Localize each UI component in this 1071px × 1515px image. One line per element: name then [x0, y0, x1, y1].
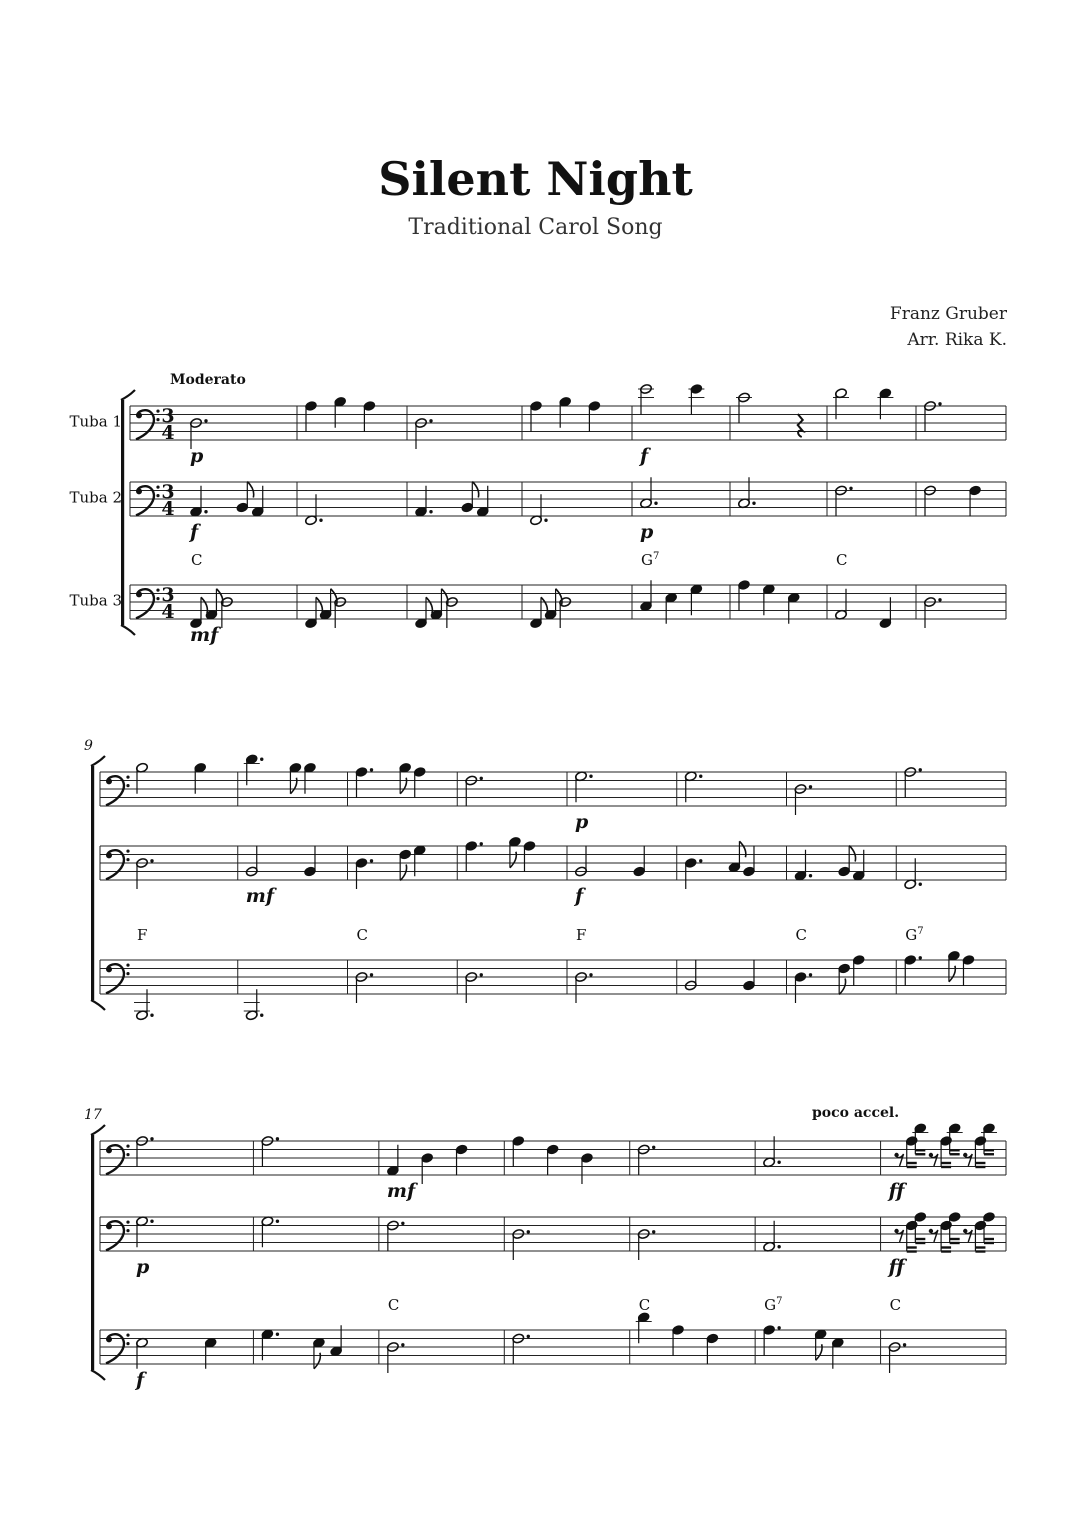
augmentation-dot	[652, 1146, 655, 1149]
dynamic-marking: mf	[190, 624, 219, 646]
augmentation-dot	[527, 1335, 530, 1338]
dynamic-marking: ff	[888, 1180, 905, 1202]
augmentation-dot	[370, 768, 373, 771]
bass-clef-dot	[126, 858, 129, 861]
augmentation-dot	[401, 1343, 404, 1346]
augmentation-dot	[480, 777, 483, 780]
eighth-rest	[894, 1229, 898, 1233]
chord-symbol: $G^7$	[905, 926, 924, 944]
bracket-bottom	[91, 1370, 105, 1380]
augmentation-dot	[370, 973, 373, 976]
eighth-rest	[894, 1153, 898, 1157]
bracket-top	[91, 756, 105, 766]
augmentation-dot	[276, 1333, 279, 1336]
augmentation-dot	[919, 956, 922, 959]
system-3	[84, 1105, 1006, 1391]
bracket-top	[121, 390, 135, 400]
augmentation-dot	[752, 502, 755, 505]
augmentation-dot	[204, 510, 207, 513]
chord-symbol: F	[137, 926, 148, 944]
tempo-marking: Moderato	[170, 372, 246, 388]
system-bracket	[91, 1135, 94, 1370]
eighth-rest	[963, 1229, 967, 1233]
dynamic-marking: f	[640, 445, 649, 467]
instrument-label: Tuba 3	[69, 591, 122, 610]
bracket-top	[91, 1125, 105, 1135]
bracket-bottom	[91, 1000, 105, 1010]
bass-clef-dot	[126, 1145, 129, 1148]
chord-symbol: C	[387, 1296, 400, 1314]
measure-number: 9	[84, 738, 93, 754]
time-signature-bottom: 4	[161, 422, 175, 445]
dynamic-marking: mf	[386, 1180, 416, 1202]
system-1	[69, 372, 1006, 646]
bass-clef-dot	[126, 850, 129, 853]
chord-symbol: C	[889, 1296, 902, 1314]
time-signature-bottom: 4	[161, 498, 175, 521]
augmentation-dot	[150, 1137, 153, 1140]
chord-superscript: 7	[652, 551, 660, 562]
chord-symbol: C	[191, 551, 203, 569]
bass-clef-dot	[126, 972, 129, 975]
chord-symbol: C	[356, 926, 368, 944]
staff-2	[100, 1211, 1006, 1278]
instrument-label: Tuba 1	[69, 412, 122, 431]
composer: Franz Gruber	[889, 304, 1007, 324]
eighth-rest	[929, 1229, 933, 1233]
bass-clef-dot	[156, 410, 159, 413]
augmentation-dot	[777, 1245, 780, 1248]
bass-clef-dot	[106, 1147, 112, 1153]
bass-clef-dot	[136, 591, 142, 597]
chord-superscript: 7	[917, 926, 924, 937]
bass-clef-dot	[126, 784, 129, 787]
chord-symbol: C	[836, 551, 848, 569]
augmentation-dot	[429, 510, 432, 513]
system-bracket	[91, 766, 94, 1000]
measure-number: 17	[84, 1107, 102, 1123]
chord-symbol: $G^7$	[641, 551, 660, 569]
arranger: Arr. Rika K.	[907, 330, 1007, 350]
eighth-rest	[963, 1153, 967, 1157]
chord-symbol: C	[795, 926, 807, 944]
dynamic-marking: ff	[888, 1256, 905, 1278]
dynamic-marking: p	[640, 521, 654, 543]
bass-clef-dot	[106, 1223, 112, 1229]
bass-clef-dot	[126, 1229, 129, 1232]
augmentation-dot	[849, 487, 852, 490]
dynamic-marking: f	[190, 521, 199, 543]
bass-clef-dot	[156, 589, 159, 592]
augmentation-dot	[150, 1014, 153, 1017]
bass-clef-dot	[156, 486, 159, 489]
chord-symbol: $G^7$	[764, 1296, 783, 1314]
bass-clef-dot	[126, 1334, 129, 1337]
augmentation-dot	[777, 1326, 780, 1329]
augmentation-dot	[777, 1161, 780, 1164]
dynamic-marking: f	[575, 885, 584, 907]
augmentation-dot	[544, 519, 547, 522]
staff-2	[69, 477, 1006, 543]
dynamic-marking: p	[136, 1256, 150, 1278]
dynamic-marking: p	[190, 445, 204, 467]
dynamic-marking: mf	[245, 885, 275, 907]
staff-3	[69, 579, 1006, 646]
augmentation-dot	[809, 785, 812, 788]
staff-1	[69, 383, 1006, 467]
augmentation-dot	[654, 502, 657, 505]
augmentation-dot	[938, 598, 941, 601]
bass-clef-dot	[106, 1336, 112, 1342]
augmentation-dot	[480, 973, 483, 976]
staff-3	[100, 1312, 1006, 1391]
augmentation-dot	[699, 859, 702, 862]
bass-clef-dot	[126, 1153, 129, 1156]
bass-clef-dot	[126, 1221, 129, 1224]
note-flag	[839, 979, 845, 995]
bass-clef-dot	[106, 778, 112, 784]
augmentation-dot	[276, 1220, 279, 1223]
time-signature-bottom: 4	[161, 601, 175, 624]
augmentation-dot	[150, 1220, 153, 1223]
augmentation-dot	[429, 419, 432, 422]
bass-clef-dot	[136, 412, 142, 418]
time-signature-top: 3	[161, 584, 175, 607]
note-flag	[400, 865, 406, 881]
augmentation-dot	[919, 768, 922, 771]
chord-symbol: F	[576, 926, 587, 944]
bass-clef-dot	[126, 964, 129, 967]
augmentation-dot	[401, 1222, 404, 1225]
augmentation-dot	[903, 1343, 906, 1346]
tempo-change: poco accel.	[812, 1105, 900, 1121]
augmentation-dot	[809, 874, 812, 877]
bass-clef-dot	[106, 966, 112, 972]
augmentation-dot	[527, 1230, 530, 1233]
augmentation-dot	[260, 1014, 263, 1017]
bass-clef-dot	[126, 776, 129, 779]
note-flag	[247, 482, 253, 498]
instrument-label: Tuba 2	[69, 488, 122, 507]
augmentation-dot	[150, 859, 153, 862]
bass-clef-dot	[136, 488, 142, 494]
quarter-rest	[798, 414, 803, 437]
augmentation-dot	[276, 1137, 279, 1140]
staff-1	[100, 754, 1006, 833]
staff-3	[100, 950, 1006, 1021]
augmentation-dot	[204, 419, 207, 422]
piece-subtitle: Traditional Carol Song	[408, 215, 663, 240]
note-flag	[472, 482, 478, 498]
augmentation-dot	[938, 402, 941, 405]
chord-symbol: C	[638, 1296, 651, 1314]
eighth-rest	[929, 1153, 933, 1157]
bass-clef-dot	[156, 494, 159, 497]
time-signature-top: 3	[161, 405, 175, 428]
staff-2	[100, 836, 1006, 907]
system-2	[84, 738, 1006, 1021]
piece-title: Silent Night	[378, 152, 693, 206]
bass-clef-dot	[156, 418, 159, 421]
dynamic-marking: p	[575, 811, 589, 833]
augmentation-dot	[589, 775, 592, 778]
chord-superscript: 7	[776, 1296, 783, 1307]
augmentation-dot	[699, 775, 702, 778]
staff-1	[100, 1123, 1006, 1202]
augmentation-dot	[589, 973, 592, 976]
bass-clef-dot	[106, 852, 112, 858]
note-flag	[849, 846, 855, 862]
augmentation-dot	[652, 1230, 655, 1233]
augmentation-dot	[260, 758, 263, 761]
augmentation-dot	[370, 859, 373, 862]
time-signature-top: 3	[161, 481, 175, 504]
augmentation-dot	[919, 883, 922, 886]
bass-clef-dot	[156, 597, 159, 600]
augmentation-dot	[480, 842, 483, 845]
bass-clef-dot	[126, 1342, 129, 1345]
augmentation-dot	[809, 973, 812, 976]
augmentation-dot	[319, 519, 322, 522]
bracket-bottom	[121, 625, 135, 635]
dynamic-marking: f	[136, 1369, 145, 1391]
